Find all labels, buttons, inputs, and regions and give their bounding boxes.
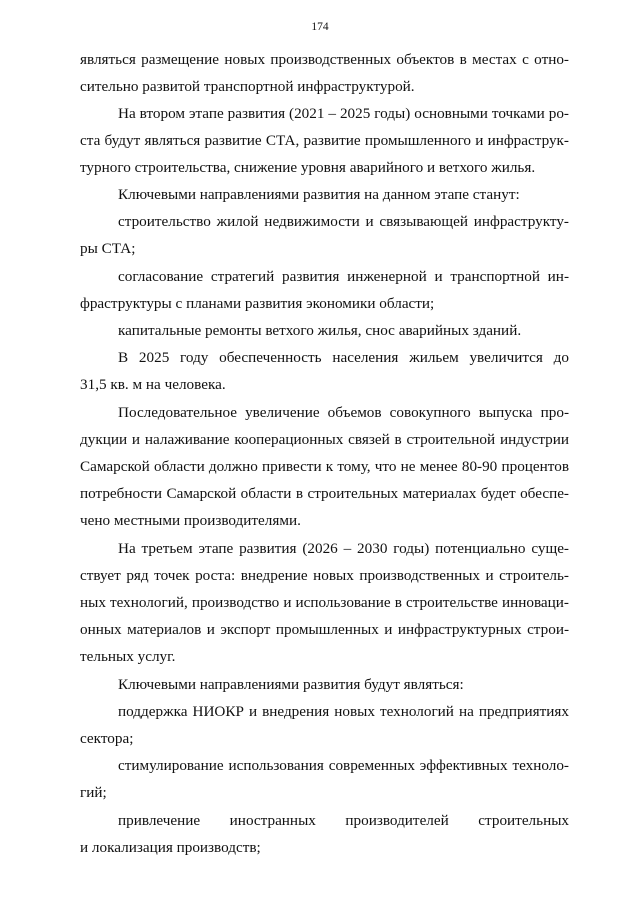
text-line: тельных услуг. xyxy=(80,648,176,665)
text-line: строительство жилой недвижимости и связывающей инфраструкту- xyxy=(118,213,569,230)
text-line: сектора; xyxy=(80,730,134,747)
text-line: фраструктуры с планами развития экономики области; xyxy=(80,295,435,312)
text-line: гий; xyxy=(80,784,107,801)
text-line: сительно развитой транспортной инфраструктурой. xyxy=(80,78,415,95)
text-line: согласование стратегий развития инженерной и транспортной ин- xyxy=(118,268,569,285)
text-line: стимулирование использования современных эффективных техноло- xyxy=(118,757,569,774)
text-line: Самарской области должно привести к тому, что не менее 80-90 процентов xyxy=(80,458,569,475)
text-line: В 2025 году обеспеченность населения жильем увеличится до xyxy=(118,349,569,366)
text-line: турного строительства, снижение уровня аварийного и ветхого жилья. xyxy=(80,159,536,176)
text-line: ры СТА; xyxy=(80,240,136,257)
text-line: На третьем этапе развития (2026 – 2030 годы) потенциально суще- xyxy=(118,540,569,557)
text-line: и локализация производств; xyxy=(80,839,261,856)
text-line: привлечение иностранных производителей строительных xyxy=(118,812,569,829)
text-line: дукции и налаживание кооперационных связей в строительной индустрии xyxy=(80,431,569,448)
text-line: Ключевыми направлениями развития будут являться: xyxy=(118,676,464,693)
text-line: являться размещение новых производственных объектов в местах с отно- xyxy=(80,51,569,68)
text-line: потребности Самарской области в строительных материалах будет обеспе- xyxy=(80,485,569,502)
text-line: поддержка НИОКР и внедрения новых технологий на предприятиях xyxy=(118,703,569,720)
text-line: ста будут являться развитие СТА, развитие промышленного и инфраструк- xyxy=(80,132,569,149)
text-line: Ключевыми направлениями развития на данном этапе станут: xyxy=(118,186,520,203)
text-line: ствует ряд точек роста: внедрение новых производственных и строитель- xyxy=(80,567,569,584)
text-line: ных технологий, производство и использование в строительстве инноваци- xyxy=(80,594,569,611)
text-line: Последовательное увеличение объемов совокупного выпуска про- xyxy=(118,404,569,421)
text-line: капитальные ремонты ветхого жилья, снос аварийных зданий. xyxy=(118,322,522,339)
text-line: 31,5 кв. м на человека. xyxy=(80,376,226,393)
text-line: онных материалов и экспорт промышленных и инфраструктурных строи- xyxy=(80,621,569,638)
text-line: чено местными производителями. xyxy=(80,512,301,529)
page-number: 174 xyxy=(311,21,329,33)
text-line: На втором этапе развития (2021 – 2025 годы) основными точками ро- xyxy=(118,105,569,122)
